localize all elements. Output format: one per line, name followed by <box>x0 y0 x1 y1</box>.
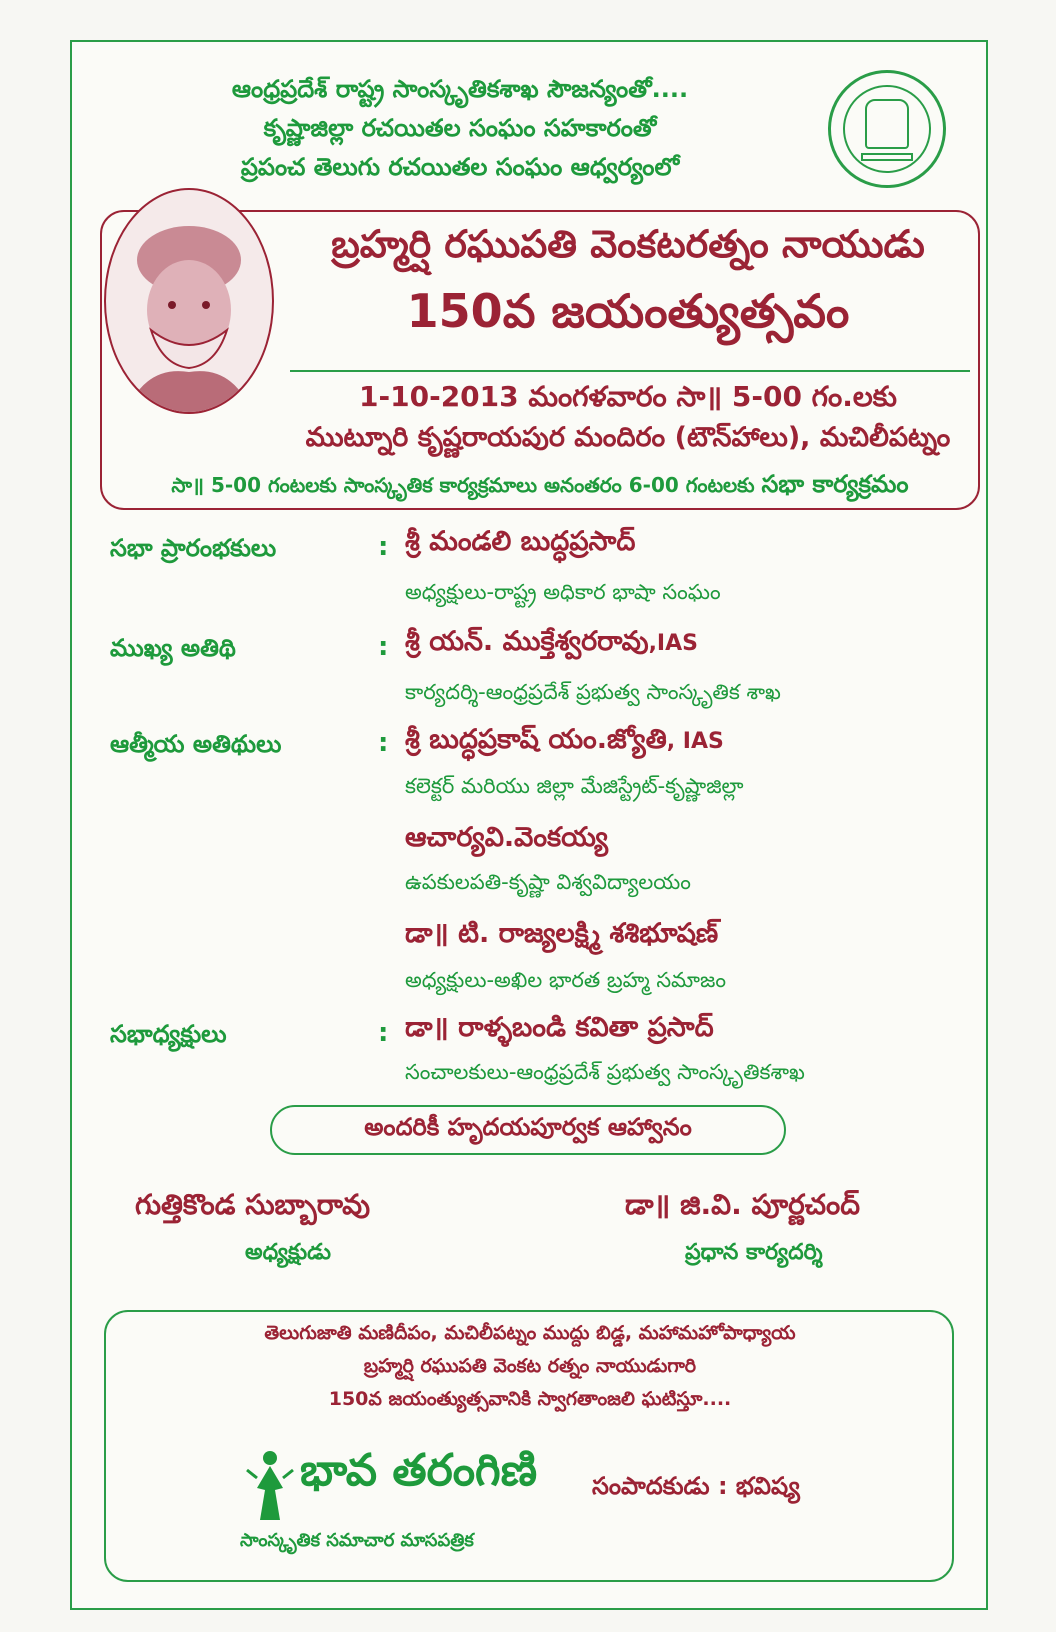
schedule-text: సా॥ 5-00 గంటలకు సాంస్కృతిక కార్యక్రమాలు అనంతరం 6-00 గంటలకు <box>171 473 755 497</box>
dancer-figure-icon <box>245 1448 295 1523</box>
guest-name-brahma-samaj: డా॥ టి. రాజ్యలక్ష్మి శశిభూషణ్ <box>405 918 719 949</box>
intro-line-3: ప్రపంచ తెలుగు రచయితల సంఘం ఆధ్వర్యంలో <box>240 153 680 181</box>
colon: : <box>378 1018 389 1048</box>
guest-label-special-guests: ఆత్మీయ అతిథులు <box>110 730 282 758</box>
guest-role-chief-guest: కార్యదర్శి-ఆంధ్రప్రదేశ్ ప్రభుత్వ సాంస్కృతిక శాఖ <box>405 680 781 704</box>
intro-line-2: కృష్ణాజిల్లా రచయితల సంఘం సహకారంతో <box>263 114 657 142</box>
banner-divider <box>290 370 970 372</box>
guest-name-collector: శ్రీ బుద్ధప్రకాష్ యం.జ్యోతి, IAS <box>405 724 724 755</box>
guest-role-collector: కలెక్టర్ మరియు జిల్లా మేజిస్ట్రేట్-కృష్ణాజిల్లా <box>405 774 744 798</box>
intro-line-1: ఆంధ్రప్రదేశ్ రాష్ట్ర సాంస్కృతికశాఖ సౌజన్యంతో.... <box>231 75 689 103</box>
event-occasion-title: 150వ జయంత్యుత్సవం <box>406 284 850 338</box>
government-seal-emblem-icon <box>828 70 946 188</box>
event-person-name: బ్రహ్మర్షి రఘుపతి వెంకటరత్నం నాయుడు <box>331 222 925 266</box>
guest-label-president: సభాధ్యక్షులు <box>110 1020 227 1048</box>
portrait-image <box>104 188 274 414</box>
magazine-logo-text: భావ తరంగిణి <box>300 1445 538 1496</box>
guest-name-president: డా॥ రాళ్ళబండి కవితా ప్రసాద్ <box>405 1012 714 1043</box>
colon: : <box>378 728 389 758</box>
guest-role-president: సంచాలకులు-ఆంధ్రప్రదేశ్ ప్రభుత్వ సాంస్కృతికశాఖ <box>405 1060 805 1084</box>
tribute-line-2: బ్రహ్మర్షి రఘుపతి వెంకట రత్నం నాయుడుగారి <box>363 1355 697 1377</box>
event-schedule <box>110 470 970 504</box>
guest-name-inaugurator: శ్రీ మండలి బుద్ధప్రసాద్ <box>405 526 636 557</box>
signatory-left-name: గుత్తికొండ సుబ్బారావు <box>135 1188 371 1221</box>
guest-label-inaugurator: సభా ప్రారంభకులు <box>110 534 277 562</box>
guest-role-vice-chancellor: ఉపకులపతి-కృష్ణా విశ్వవిద్యాలయం <box>405 870 691 894</box>
guest-label-chief-guest: ముఖ్య అతిథి <box>110 634 236 662</box>
schedule-highlight: సభా కార్యక్రమం <box>761 470 909 498</box>
welcome-banner <box>270 1105 786 1155</box>
guest-name-chief-guest: శ్రీ యన్. ముక్తేశ్వరరావు,IAS <box>405 626 698 657</box>
guest-role-inaugurator: అధ్యక్షులు-రాష్ట్ర అధికార భాషా సంఘం <box>405 580 721 604</box>
magazine-tagline: సాంస్కృతిక సమాచార మాసపత్రిక <box>240 1530 474 1551</box>
signatory-right-name: డా॥ జి.వి. పూర్ణచంద్ <box>625 1188 860 1221</box>
event-venue: ముట్నూరి కృష్ణరాయపుర మందిరం (టౌన్‌హాలు), మచిలీపట్నం <box>305 422 951 453</box>
magazine-editor: సంపాదకుడు : భవిష్య <box>592 1472 800 1500</box>
guest-name-vice-chancellor: ఆచార్యవి.వెంకయ్య <box>405 822 608 853</box>
welcome-text: అందరికీ హృదయపూర్వక ఆహ్వానం <box>364 1113 692 1141</box>
signatory-left-role: అధ్యక్షుడు <box>245 1240 332 1265</box>
tribute-line-3: 150వ జయంత్యుత్సవానికి స్వాగతాంజలి ఘటిస్తూ.... <box>328 1388 732 1410</box>
signatory-right-role: ప్రధాన కార్యదర్శి <box>685 1240 823 1265</box>
tribute-line-1: తెలుగుజాతి మణిదీపం, మచిలీపట్నం ముద్దు బిడ్డ, మహామహోపాధ్యాయ <box>264 1322 796 1344</box>
colon: : <box>378 632 389 662</box>
guest-role-brahma-samaj: అధ్యక్షులు-అఖిల భారత బ్రహ్మ సమాజం <box>405 968 727 992</box>
event-datetime: 1-10-2013 మంగళవారం సా॥ 5-00 గం.లకు <box>359 380 897 413</box>
colon: : <box>378 532 389 562</box>
